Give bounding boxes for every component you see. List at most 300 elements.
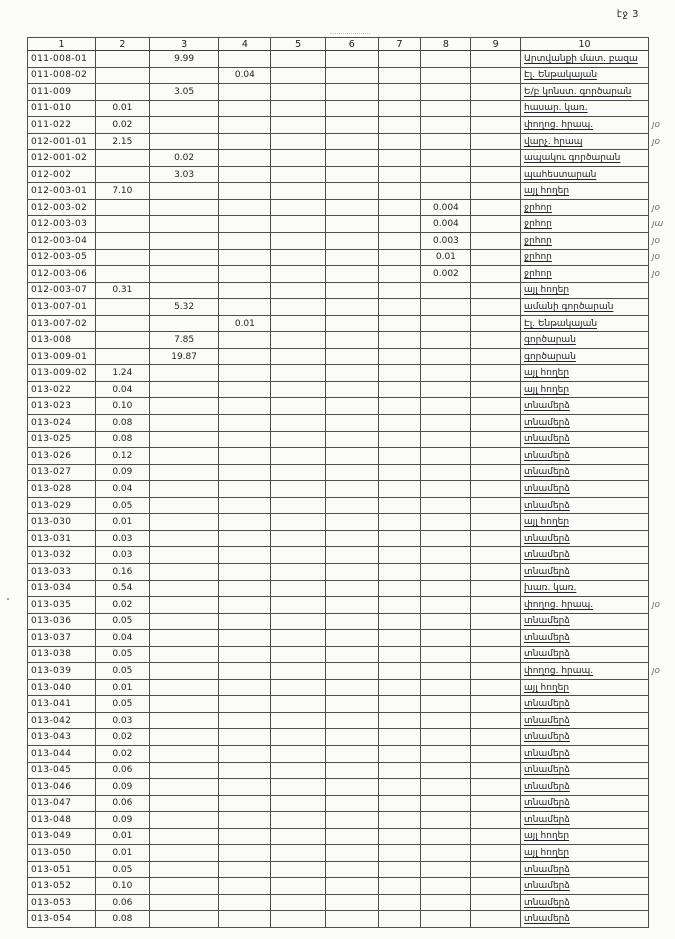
margin-header-spacer	[648, 38, 674, 51]
area-value-cell: 0.05	[95, 663, 149, 680]
area-value-cell	[149, 679, 219, 696]
area-value-cell	[378, 745, 421, 762]
area-value-cell	[378, 597, 421, 614]
area-value-cell	[471, 166, 521, 183]
table-row	[28, 762, 675, 779]
area-value-cell	[471, 199, 521, 216]
area-value-cell	[325, 679, 378, 696]
area-value-cell: 0.02	[149, 150, 219, 167]
area-value-cell	[271, 547, 326, 564]
area-value-cell	[471, 696, 521, 713]
area-value-cell	[421, 84, 471, 101]
land-type-cell: Էլ. Ենթակայան	[521, 315, 649, 332]
land-type-cell: տնամերձ	[521, 530, 649, 547]
area-value-cell	[378, 100, 421, 117]
area-value-cell	[325, 216, 378, 233]
land-type-cell: տնամերձ	[521, 448, 649, 465]
area-value-cell	[421, 415, 471, 432]
area-value-cell	[421, 117, 471, 134]
margin-note	[648, 762, 674, 779]
area-value-cell	[149, 266, 219, 283]
table-row	[28, 514, 675, 531]
area-value-cell	[325, 580, 378, 597]
parcel-code-cell: 013-030	[28, 514, 96, 531]
area-value-cell	[219, 51, 271, 68]
area-value-cell	[378, 166, 421, 183]
table-row	[28, 233, 675, 250]
table-row	[28, 117, 675, 134]
table-row	[28, 84, 675, 101]
parcel-code-cell: 013-053	[28, 894, 96, 911]
column-header-4: 4	[219, 38, 271, 51]
area-value-cell	[149, 696, 219, 713]
area-value-cell	[471, 779, 521, 796]
area-value-cell	[219, 679, 271, 696]
table-row	[28, 712, 675, 729]
margin-note	[648, 679, 674, 696]
area-value-cell	[271, 348, 326, 365]
table-row	[28, 464, 675, 481]
area-value-cell	[219, 133, 271, 150]
area-value-cell	[471, 431, 521, 448]
land-type-cell: այլ հողեր	[521, 679, 649, 696]
parcel-code-cell: 013-028	[28, 481, 96, 498]
margin-note: յօ	[651, 599, 660, 610]
land-type-cell: տնամերձ	[521, 861, 649, 878]
area-value-cell	[378, 233, 421, 250]
margin-note	[648, 332, 674, 349]
margin-note	[648, 745, 674, 762]
area-value-cell	[271, 150, 326, 167]
area-value-cell	[421, 712, 471, 729]
land-type-cell: խառ. կառ.	[521, 580, 649, 597]
area-value-cell	[378, 762, 421, 779]
area-value-cell: 0.002	[421, 266, 471, 283]
margin-note	[648, 630, 674, 647]
margin-note	[648, 464, 674, 481]
area-value-cell	[325, 282, 378, 299]
area-value-cell	[325, 779, 378, 796]
parcel-code-cell: 012-003-06	[28, 266, 96, 283]
area-value-cell	[471, 233, 521, 250]
area-value-cell	[421, 679, 471, 696]
table-row	[28, 779, 675, 796]
area-value-cell: 3.03	[149, 166, 219, 183]
column-header-1: 1	[28, 38, 96, 51]
area-value-cell	[271, 51, 326, 68]
area-value-cell	[421, 894, 471, 911]
land-type-cell: ապակու գործարան	[521, 150, 649, 167]
area-value-cell	[149, 431, 219, 448]
area-value-cell: 7.10	[95, 183, 149, 200]
land-type-cell: տնամերձ	[521, 911, 649, 928]
area-value-cell	[95, 266, 149, 283]
area-value-cell: 0.05	[95, 696, 149, 713]
area-value-cell	[95, 299, 149, 316]
area-value-cell	[325, 249, 378, 266]
area-value-cell	[219, 779, 271, 796]
area-value-cell	[325, 166, 378, 183]
area-value-cell	[149, 597, 219, 614]
area-value-cell	[471, 348, 521, 365]
area-value-cell	[471, 613, 521, 630]
area-value-cell: 0.16	[95, 563, 149, 580]
area-value-cell	[149, 464, 219, 481]
margin-note	[648, 150, 674, 167]
parcel-code-cell: 013-046	[28, 779, 96, 796]
scan-noise-mark	[330, 30, 370, 34]
area-value-cell	[325, 51, 378, 68]
area-value-cell	[471, 266, 521, 283]
area-value-cell	[421, 100, 471, 117]
area-value-cell: 0.01	[219, 315, 271, 332]
table-row	[28, 51, 675, 68]
area-value-cell: 0.01	[95, 828, 149, 845]
area-value-cell	[378, 481, 421, 498]
area-value-cell	[271, 216, 326, 233]
area-value-cell	[219, 84, 271, 101]
area-value-cell	[219, 563, 271, 580]
area-value-cell	[378, 266, 421, 283]
table-row	[28, 696, 675, 713]
area-value-cell	[378, 150, 421, 167]
area-value-cell	[421, 431, 471, 448]
area-value-cell	[271, 431, 326, 448]
land-type-cell: տնամերձ	[521, 481, 649, 498]
margin-note	[648, 481, 674, 498]
area-value-cell: 0.003	[421, 233, 471, 250]
parcel-code-cell: 011-008-01	[28, 51, 96, 68]
area-value-cell	[271, 299, 326, 316]
area-value-cell	[325, 762, 378, 779]
parcel-code-cell: 012-003-01	[28, 183, 96, 200]
margin-note: յօ	[651, 666, 660, 676]
parcel-code-cell: 012-002	[28, 166, 96, 183]
area-value-cell: 0.03	[95, 530, 149, 547]
area-value-cell	[325, 84, 378, 101]
area-value-cell	[325, 812, 378, 829]
margin-note	[648, 84, 674, 101]
area-value-cell	[378, 282, 421, 299]
parcel-code-cell: 013-032	[28, 547, 96, 564]
area-value-cell	[95, 249, 149, 266]
margin-note	[648, 911, 674, 928]
area-value-cell: 0.004	[421, 216, 471, 233]
area-value-cell	[325, 729, 378, 746]
area-value-cell	[378, 679, 421, 696]
margin-note	[648, 315, 674, 332]
area-value-cell: 0.08	[95, 911, 149, 928]
parcel-code-cell: 013-007-02	[28, 315, 96, 332]
area-value-cell	[271, 481, 326, 498]
area-value-cell	[149, 894, 219, 911]
table-row	[28, 133, 675, 150]
area-value-cell	[471, 530, 521, 547]
area-value-cell	[421, 282, 471, 299]
area-value-cell	[149, 133, 219, 150]
area-value-cell: 9.99	[149, 51, 219, 68]
area-value-cell	[95, 233, 149, 250]
area-value-cell	[471, 216, 521, 233]
area-value-cell	[421, 497, 471, 514]
area-value-cell	[378, 795, 421, 812]
area-value-cell	[325, 894, 378, 911]
land-type-cell: տնամերձ	[521, 646, 649, 663]
table-row	[28, 365, 675, 382]
area-value-cell: 0.09	[95, 779, 149, 796]
land-type-cell: հասար. կառ.	[521, 100, 649, 117]
area-value-cell	[219, 431, 271, 448]
area-value-cell	[325, 630, 378, 647]
area-value-cell	[325, 365, 378, 382]
area-value-cell	[325, 613, 378, 630]
area-value-cell	[378, 398, 421, 415]
area-value-cell	[219, 249, 271, 266]
column-header-5: 5	[271, 38, 326, 51]
area-value-cell: 0.10	[95, 398, 149, 415]
area-value-cell	[421, 530, 471, 547]
parcel-code-cell: 012-003-03	[28, 216, 96, 233]
margin-note	[648, 547, 674, 564]
area-value-cell: 0.31	[95, 282, 149, 299]
area-value-cell	[471, 249, 521, 266]
margin-note	[648, 398, 674, 415]
land-type-cell: փողոց. հրապ.	[521, 117, 649, 134]
area-value-cell: 0.05	[95, 497, 149, 514]
land-type-cell: ջրհոր	[521, 233, 649, 250]
area-value-cell	[271, 199, 326, 216]
table-row	[28, 150, 675, 167]
parcel-code-cell: 011-009	[28, 84, 96, 101]
area-value-cell	[421, 845, 471, 862]
table-row	[28, 646, 675, 663]
area-value-cell	[219, 282, 271, 299]
area-value-cell	[149, 630, 219, 647]
area-value-cell	[471, 415, 521, 432]
area-value-cell	[271, 663, 326, 680]
area-value-cell	[149, 580, 219, 597]
area-value-cell	[219, 381, 271, 398]
area-value-cell: 0.08	[95, 415, 149, 432]
area-value-cell	[271, 381, 326, 398]
table-row	[28, 332, 675, 349]
column-header-9: 9	[471, 38, 521, 51]
table-row	[28, 547, 675, 564]
area-value-cell	[471, 514, 521, 531]
table-row	[28, 679, 675, 696]
area-value-cell	[271, 729, 326, 746]
table-row	[28, 481, 675, 498]
area-value-cell	[271, 696, 326, 713]
parcel-code-cell: 013-008	[28, 332, 96, 349]
area-value-cell: 0.03	[95, 547, 149, 564]
area-value-cell	[219, 497, 271, 514]
area-value-cell: 0.04	[95, 630, 149, 647]
area-value-cell	[325, 67, 378, 84]
area-value-cell: 0.05	[95, 646, 149, 663]
area-value-cell	[421, 133, 471, 150]
area-value-cell	[471, 563, 521, 580]
area-value-cell	[271, 249, 326, 266]
column-header-3: 3	[149, 38, 219, 51]
area-value-cell	[271, 845, 326, 862]
margin-note	[648, 845, 674, 862]
area-value-cell	[149, 861, 219, 878]
area-value-cell	[271, 530, 326, 547]
area-value-cell	[95, 348, 149, 365]
area-value-cell	[149, 282, 219, 299]
land-type-cell: փողոց. հրապ.	[521, 663, 649, 680]
area-value-cell	[325, 646, 378, 663]
area-value-cell	[325, 597, 378, 614]
area-value-cell	[149, 712, 219, 729]
area-value-cell	[378, 630, 421, 647]
area-value-cell: 0.004	[421, 199, 471, 216]
area-value-cell	[471, 861, 521, 878]
land-type-cell: Ե/բ կոնստ. գործարան	[521, 84, 649, 101]
parcel-code-cell: 012-003-07	[28, 282, 96, 299]
area-value-cell	[325, 497, 378, 514]
area-value-cell	[471, 299, 521, 316]
area-value-cell: 0.01	[95, 679, 149, 696]
area-value-cell	[325, 745, 378, 762]
area-value-cell	[219, 398, 271, 415]
area-value-cell	[378, 415, 421, 432]
area-value-cell	[149, 878, 219, 895]
parcel-code-cell: 011-010	[28, 100, 96, 117]
land-type-cell: տնամերձ	[521, 696, 649, 713]
table-row	[28, 415, 675, 432]
area-value-cell	[219, 481, 271, 498]
area-value-cell: 0.54	[95, 580, 149, 597]
area-value-cell: 5.32	[149, 299, 219, 316]
land-type-cell: տնամերձ	[521, 630, 649, 647]
land-type-cell: գործարան	[521, 348, 649, 365]
area-value-cell	[378, 779, 421, 796]
area-value-cell	[149, 729, 219, 746]
area-value-cell	[271, 282, 326, 299]
column-header-8: 8	[421, 38, 471, 51]
margin-note	[648, 795, 674, 812]
area-value-cell	[219, 514, 271, 531]
area-value-cell	[271, 762, 326, 779]
area-value-cell	[219, 150, 271, 167]
area-value-cell	[149, 663, 219, 680]
area-value-cell	[325, 133, 378, 150]
area-value-cell	[471, 795, 521, 812]
area-value-cell	[149, 563, 219, 580]
table-row	[28, 745, 675, 762]
margin-note: յօ	[651, 119, 660, 130]
area-value-cell: 0.05	[95, 613, 149, 630]
parcel-code-cell: 013-031	[28, 530, 96, 547]
margin-note	[648, 514, 674, 531]
area-value-cell: 0.08	[95, 431, 149, 448]
area-value-cell	[471, 812, 521, 829]
area-value-cell	[378, 348, 421, 365]
area-value-cell	[271, 332, 326, 349]
land-type-cell: տնամերձ	[521, 729, 649, 746]
table-row	[28, 613, 675, 630]
land-type-cell: տնամերձ	[521, 779, 649, 796]
area-value-cell	[219, 365, 271, 382]
area-value-cell	[271, 183, 326, 200]
land-type-cell: ջրհոր	[521, 199, 649, 216]
area-value-cell: 0.06	[95, 795, 149, 812]
area-value-cell	[271, 315, 326, 332]
margin-note	[648, 497, 674, 514]
margin-note	[648, 365, 674, 382]
area-value-cell	[378, 663, 421, 680]
land-type-cell: այլ հողեր	[521, 282, 649, 299]
area-value-cell	[421, 332, 471, 349]
area-value-cell	[271, 911, 326, 928]
table-row	[28, 828, 675, 845]
area-value-cell	[149, 646, 219, 663]
area-value-cell	[378, 117, 421, 134]
margin-note	[648, 580, 674, 597]
margin-note	[648, 282, 674, 299]
area-value-cell	[325, 299, 378, 316]
area-value-cell	[378, 381, 421, 398]
area-value-cell	[271, 514, 326, 531]
area-value-cell	[421, 51, 471, 68]
area-value-cell	[378, 712, 421, 729]
parcel-code-cell: 013-044	[28, 745, 96, 762]
area-value-cell: 0.02	[95, 745, 149, 762]
land-type-cell: Էլ. Ենթակայան	[521, 67, 649, 84]
area-value-cell	[378, 249, 421, 266]
area-value-cell	[378, 514, 421, 531]
area-value-cell	[421, 464, 471, 481]
margin-note	[648, 299, 674, 316]
area-value-cell	[325, 828, 378, 845]
land-type-cell: վարչ. հրապ	[521, 133, 649, 150]
area-value-cell	[219, 613, 271, 630]
area-value-cell	[471, 630, 521, 647]
table-row	[28, 398, 675, 415]
area-value-cell	[149, 216, 219, 233]
area-value-cell	[378, 497, 421, 514]
area-value-cell	[421, 812, 471, 829]
area-value-cell	[421, 630, 471, 647]
area-value-cell	[421, 878, 471, 895]
parcel-code-cell: 013-041	[28, 696, 96, 713]
area-value-cell	[149, 547, 219, 564]
parcel-code-cell: 013-040	[28, 679, 96, 696]
area-value-cell	[471, 398, 521, 415]
area-value-cell	[378, 894, 421, 911]
parcel-code-cell: 013-051	[28, 861, 96, 878]
parcel-code-cell: 013-029	[28, 497, 96, 514]
land-parcel-table	[27, 37, 675, 928]
margin-note	[648, 415, 674, 432]
parcel-code-cell: 013-048	[28, 812, 96, 829]
area-value-cell	[471, 51, 521, 68]
area-value-cell	[219, 530, 271, 547]
area-value-cell	[471, 133, 521, 150]
area-value-cell	[149, 745, 219, 762]
area-value-cell	[219, 696, 271, 713]
table-row	[28, 894, 675, 911]
area-value-cell	[421, 448, 471, 465]
area-value-cell	[271, 398, 326, 415]
area-value-cell	[421, 696, 471, 713]
area-value-cell	[149, 530, 219, 547]
area-value-cell	[421, 663, 471, 680]
area-value-cell	[95, 199, 149, 216]
area-value-cell	[378, 729, 421, 746]
